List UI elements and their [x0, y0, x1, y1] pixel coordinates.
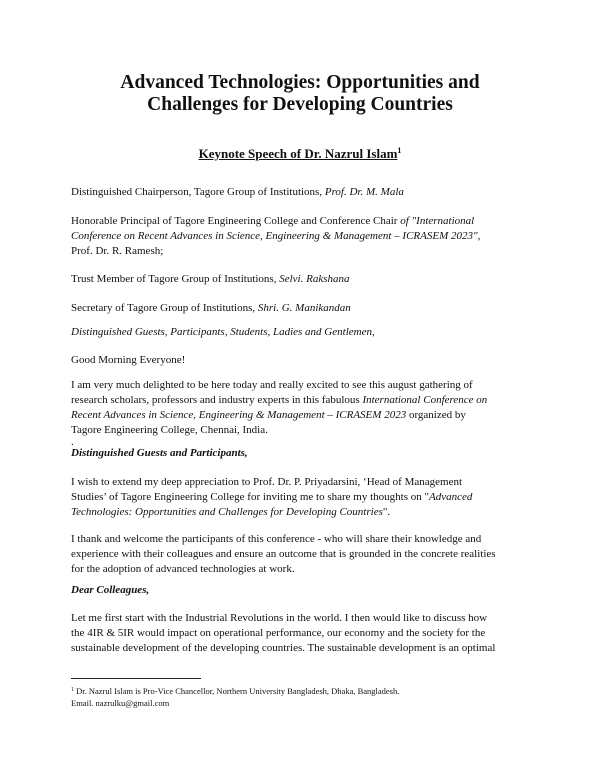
heading-guests-participants [71, 446, 535, 461]
welcome-line-1: I thank and welcome the participants of this conference - who will share their knowledge and [71, 533, 482, 545]
title-line-2: Challenges for Developing Countries [147, 94, 453, 115]
salutation-trust-member [71, 272, 535, 287]
stray-dot: . [71, 436, 74, 448]
salutation-chairperson [71, 185, 535, 200]
principal-name: Prof. Dr. R. Ramesh; [71, 245, 164, 257]
appreciation-line-2: Studies’ of Tagore Engineering College for inviting me to share my thoughts on " [71, 491, 429, 503]
appreciation-line-2-italic: Advanced [429, 491, 473, 503]
page-title [60, 72, 540, 116]
trust-name: Selvi. Rakshana [279, 273, 350, 285]
revolutions-line-3: sustainable development of the developing countries. The sustainable development is an optimal [71, 642, 496, 654]
paragraph-appreciation [71, 475, 535, 520]
good-morning: Good Morning Everyone! [71, 354, 186, 366]
footnote-divider [71, 678, 201, 679]
welcome-line-3: for the adoption of advanced technologies at work. [71, 563, 295, 575]
principal-suffix: , [477, 230, 481, 242]
keynote-subtitle [60, 146, 540, 162]
guests-text: Distinguished Guests, Participants, Students, Ladies and Gentlemen, [71, 326, 375, 338]
delighted-line-2: research scholars, professors and industry experts in this fabulous [71, 394, 363, 406]
delighted-line-4: Tagore Engineering College, Chennai, India. [71, 424, 268, 436]
subtitle-text: Keynote Speech of Dr. Nazrul Islam [198, 146, 398, 161]
welcome-line-2: experience with their colleagues and ensure an outcome that is grounded in the concrete realities [71, 548, 496, 560]
footnote-line-1: Dr. Nazrul Islam is Pro-Vice Chancellor, Northern University Bangladesh, Dhaka, Bangladesh. [74, 686, 400, 696]
delighted-line-1: I am very much delighted to be here today and really excited to see this august gathering of [71, 379, 473, 391]
chair-prefix: Distinguished Chairperson, Tagore Group of Institutions, [71, 186, 325, 198]
secretary-prefix: Secretary of Tagore Group of Institutions, [71, 302, 258, 314]
appreciation-line-3-italic: Technologies: Opportunities and Challenges for Developing Countries [71, 506, 383, 518]
revolutions-line-1: Let me first start with the Industrial Revolutions in the world. I then would like to discuss how [71, 612, 488, 624]
footnote-reference[interactable]: 1 [397, 146, 402, 155]
salutation-secretary [71, 301, 535, 316]
footnote [71, 684, 541, 709]
principal-prefix: Honorable Principal of Tagore Engineering College and Conference Chair [71, 215, 401, 227]
principal-conference-2: Conference on Recent Advances in Science, Engineering & Management – ICRASEM 2023" [71, 230, 478, 242]
delighted-line-2-italic: International Conference on [362, 394, 488, 406]
salutation-guests [71, 325, 535, 340]
paragraph-delighted [71, 378, 535, 446]
revolutions-line-2: the 4IR & 5IR would impact on operational performance, our economy and the society for the [71, 627, 486, 639]
footnote-mark: 1 [71, 687, 74, 693]
salutation-principal [71, 214, 535, 259]
heading-dear-colleagues [71, 583, 535, 598]
appreciation-line-1: I wish to extend my deep appreciation to Prof. Dr. P. Priyadarsini, ‘Head of Management [71, 476, 463, 488]
secretary-name: Shri. G. Manikandan [257, 302, 351, 314]
delighted-line-3-italic: Recent Advances in Science, Engineering & Management – ICRASEM 2023 [71, 409, 407, 421]
principal-conference-1: of "International [400, 215, 475, 227]
paragraph-welcome [71, 532, 535, 577]
delighted-line-3-suffix: organized by [406, 409, 466, 421]
appreciation-line-3-suffix: ". [382, 506, 391, 518]
footnote-email: Email. nazrulku@gmail.com [71, 698, 170, 708]
heading-guests-text: Distinguished Guests and Participants, [71, 447, 248, 459]
title-line-1: Advanced Technologies: Opportunities and [120, 72, 480, 93]
heading-colleagues-text: Dear Colleagues, [71, 584, 150, 596]
paragraph-industrial-revolutions [71, 611, 535, 656]
chair-name: Prof. Dr. M. Mala [324, 186, 404, 198]
trust-prefix: Trust Member of Tagore Group of Institutions, [71, 273, 280, 285]
